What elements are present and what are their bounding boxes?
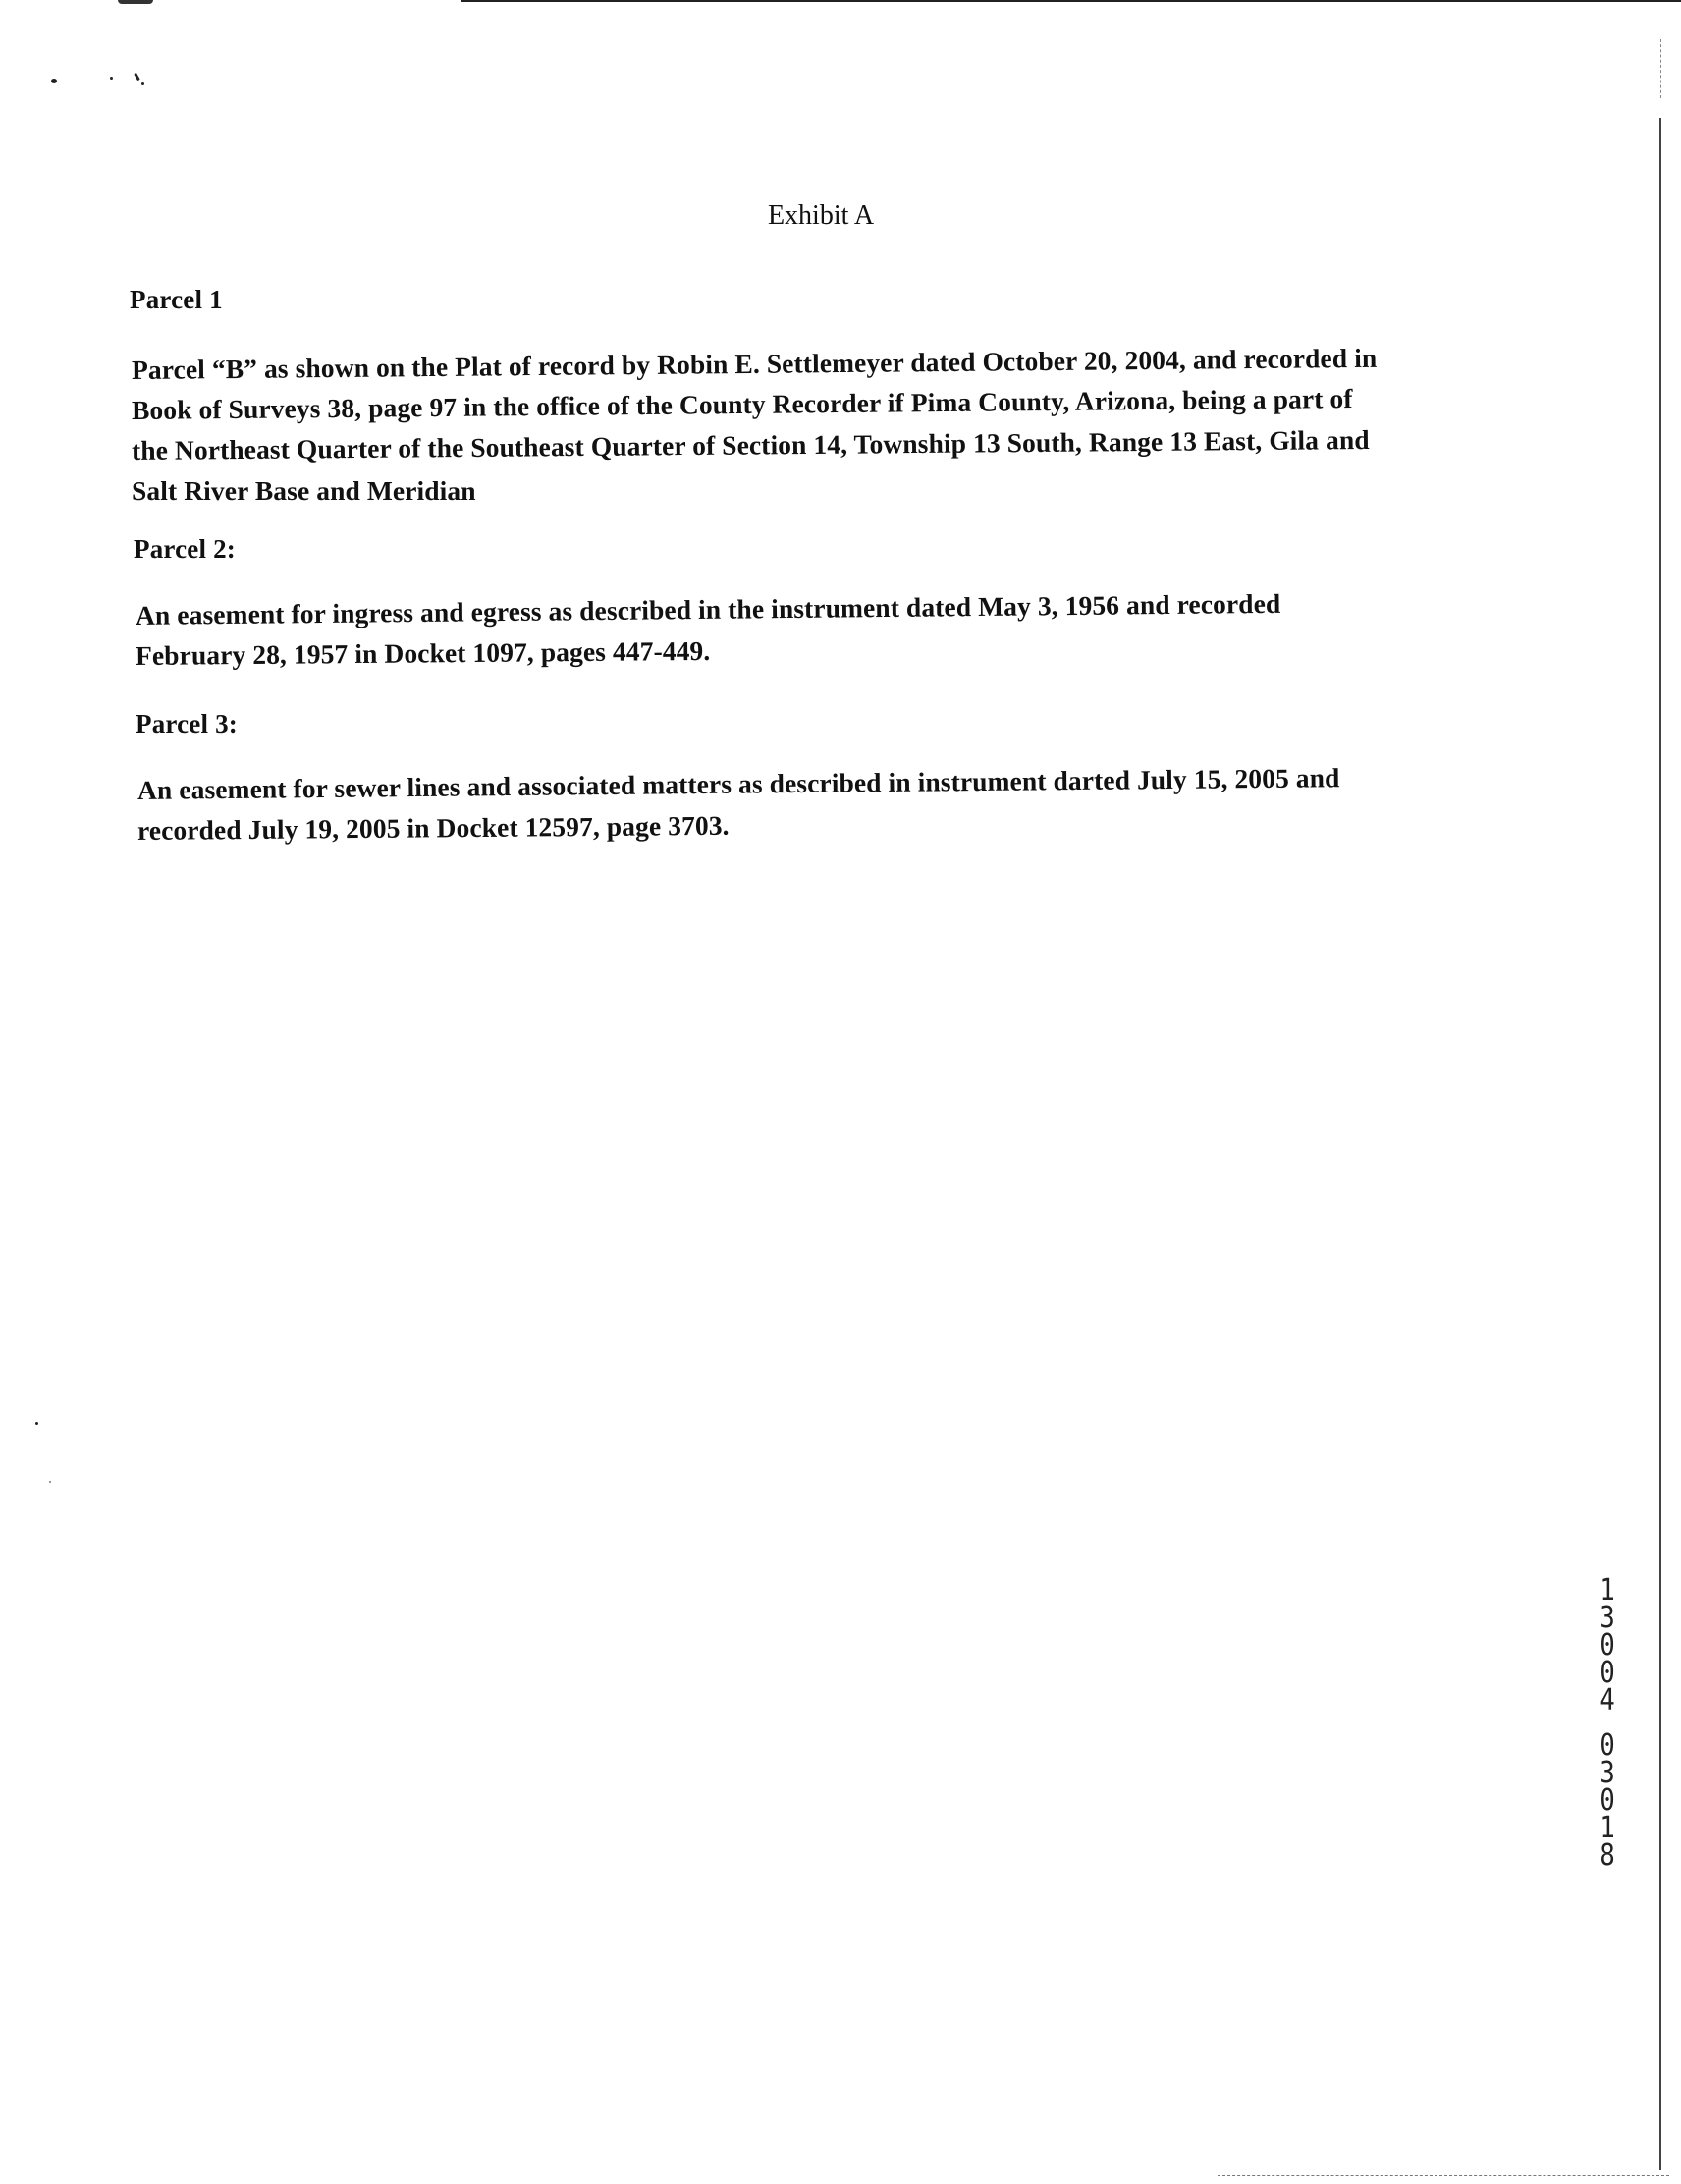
scan-speck [110, 77, 113, 80]
parcel-1-line: the Northeast Quarter of the Southeast Quarter of Section 14, Township 13 South, Range 13 East, Gila and [131, 423, 1370, 465]
scan-artifact-right-dashed [1659, 39, 1661, 98]
recording-stamp-digit: 1 [1600, 1811, 1615, 1845]
recording-stamp-digit: 8 [1600, 1838, 1615, 1873]
scan-speck [134, 73, 140, 81]
parcel-3-line: recorded July 19, 2005 in Docket 12597, page 3703. [136, 809, 730, 846]
scan-artifact-top-rule [461, 0, 1681, 2]
scan-speck [35, 1422, 38, 1425]
parcel-1-line: Parcel “B” as shown on the Plat of record by Robin E. Settlemeyer dated October 20, 2004, and recorded in [131, 342, 1378, 385]
recording-stamp-digit: 4 [1600, 1683, 1615, 1718]
scan-artifact-bottom-rule [1218, 2174, 1669, 2176]
scan-speck [141, 82, 144, 85]
parcel-3-description [136, 762, 1532, 850]
parcel-1-heading: Parcel 1 [130, 285, 223, 314]
parcel-1-line: Salt River Base and Meridian [132, 475, 476, 506]
exhibit-title: Exhibit A [767, 200, 875, 231]
scan-artifact-right-rule [1659, 118, 1661, 2170]
recording-stamp [1595, 1573, 1620, 1873]
parcel-3-line: An easement for sewer lines and associated matters as described in instrument darted July 15, 2005 and [136, 762, 1340, 805]
recording-stamp-digit: 0 [1600, 1728, 1615, 1763]
recording-stamp-digit: 3 [1600, 1601, 1615, 1635]
parcel-2-heading: Parcel 2: [134, 534, 236, 564]
parcel-3-heading: Parcel 3: [136, 709, 238, 738]
parcel-2-description [135, 587, 1530, 676]
recording-stamp-digit: 0 [1600, 1628, 1615, 1663]
scan-artifact-top-mark [118, 0, 153, 4]
recording-stamp-digit: 0 [1600, 1783, 1615, 1818]
scan-speck [51, 79, 57, 83]
parcel-1-line: Book of Surveys 38, page 97 in the office of the County Recorder if Pima County, Arizona, being a part of [131, 383, 1353, 425]
recording-stamp-digit: 0 [1600, 1656, 1615, 1690]
parcel-1-description [131, 342, 1526, 511]
recording-stamp-digit: 1 [1600, 1573, 1615, 1608]
parcel-2-line: An easement for ingress and egress as described in the instrument dated May 3, 1956 and recorded [135, 587, 1281, 630]
parcel-2-line: February 28, 1957 in Docket 1097, pages 447-449. [135, 634, 711, 671]
scan-speck [49, 1481, 51, 1483]
recording-stamp-digit: 3 [1600, 1756, 1615, 1790]
